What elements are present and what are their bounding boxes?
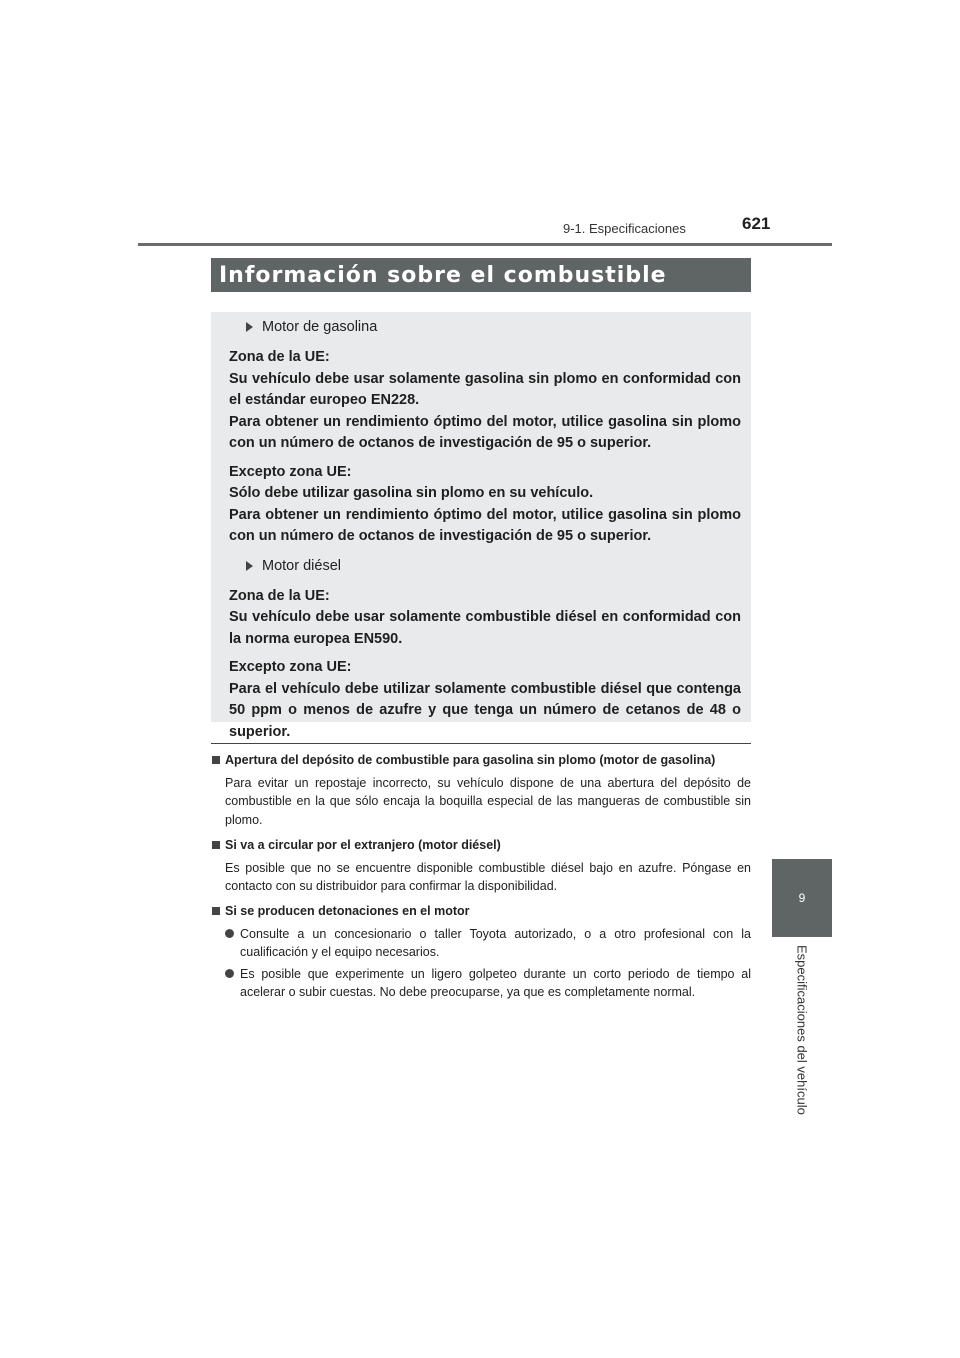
section-breadcrumb: 9-1. Especificaciones: [563, 221, 686, 236]
diesel-eu-label: Zona de la UE:: [229, 587, 330, 604]
note-body: Es posible que no se encuentre disponible combustible diésel bajo en azufre. Póngase en contacto con su distribuidor para confirmar la disponibilidad.: [225, 861, 751, 894]
note-heading: Apertura del depósito de combustible para gasolina sin plomo (motor de gasolina): [211, 751, 751, 769]
diesel-heading-text: Motor diésel: [262, 557, 341, 574]
diesel-non-eu-text: Para el vehículo debe utilizar solamente combustible diésel que contenga 50 ppm o menos de azufre y que tenga un número de cetanos de 48 o superior.: [229, 680, 741, 740]
gasoline-heading-text: Motor de gasolina: [262, 319, 378, 335]
gasoline-non-eu-label: Excepto zona UE:: [229, 463, 352, 480]
circle-bullet-icon: [225, 929, 234, 938]
gasoline-eu-label: Zona de la UE:: [229, 349, 330, 365]
note-heading: Si se producen detonaciones en el motor: [211, 902, 751, 920]
chapter-number: 9: [798, 891, 806, 905]
circle-bullet-icon: [225, 969, 234, 978]
page-title: Información sobre el combustible: [211, 258, 751, 292]
square-bullet-icon: [212, 756, 220, 764]
gasoline-non-eu-text-1: Sólo debe utilizar gasolina sin plomo en su vehículo.: [229, 485, 594, 501]
gasoline-eu-text-2: Para obtener un rendimiento óptimo del motor, utilice gasolina sin plomo con un número de octanos de investigación de 95 o superior.: [229, 413, 741, 451]
diesel-heading: [246, 555, 741, 577]
note-body: Para evitar un repostaje incorrecto, su vehículo dispone de una abertura del depósito de combustible en la que sólo encaja la boquilla especial de las mangueras de combustible sin plomo.: [225, 776, 751, 827]
note-bullet-item: Es posible que experimente un ligero golpeteo durante un corto periodo de tiempo al acelerar o subir cuestas. No debe preocuparse, ya que es completamente normal.: [225, 965, 751, 1001]
square-bullet-icon: [212, 907, 220, 915]
gasoline-non-eu-text-2: Para obtener un rendimiento óptimo del motor, utilice gasolina sin plomo con un número de octanos de investigación de 95 o superior.: [229, 506, 741, 544]
header-divider: [138, 243, 832, 246]
fuel-info-box: [211, 312, 751, 740]
notes-section: [211, 751, 751, 1001]
diesel-eu-text: Su vehículo debe usar solamente combustible diésel en conformidad con la norma europea EN590.: [229, 609, 741, 647]
note-bullet-item: Consulte a un concesionario o taller Toyota autorizado, o a otro profesional con la cualificación y el equipo necesarios.: [225, 925, 751, 961]
diesel-non-eu-label: Excepto zona UE:: [229, 659, 352, 675]
chapter-label: Especificaciones del vehículo: [794, 945, 810, 1115]
page-number: 621: [742, 214, 771, 233]
notes-divider: [211, 743, 751, 744]
chapter-tab: [772, 859, 832, 937]
square-bullet-icon: [212, 841, 220, 849]
gasoline-heading: [246, 316, 741, 338]
triangle-bullet-icon: [246, 561, 253, 571]
note-heading: Si va a circular por el extranjero (motor diésel): [211, 836, 751, 854]
gasoline-eu-text-1: Su vehículo debe usar solamente gasolina sin plomo en conformidad con el estándar europeo EN228.: [229, 370, 741, 408]
triangle-bullet-icon: [246, 322, 253, 332]
